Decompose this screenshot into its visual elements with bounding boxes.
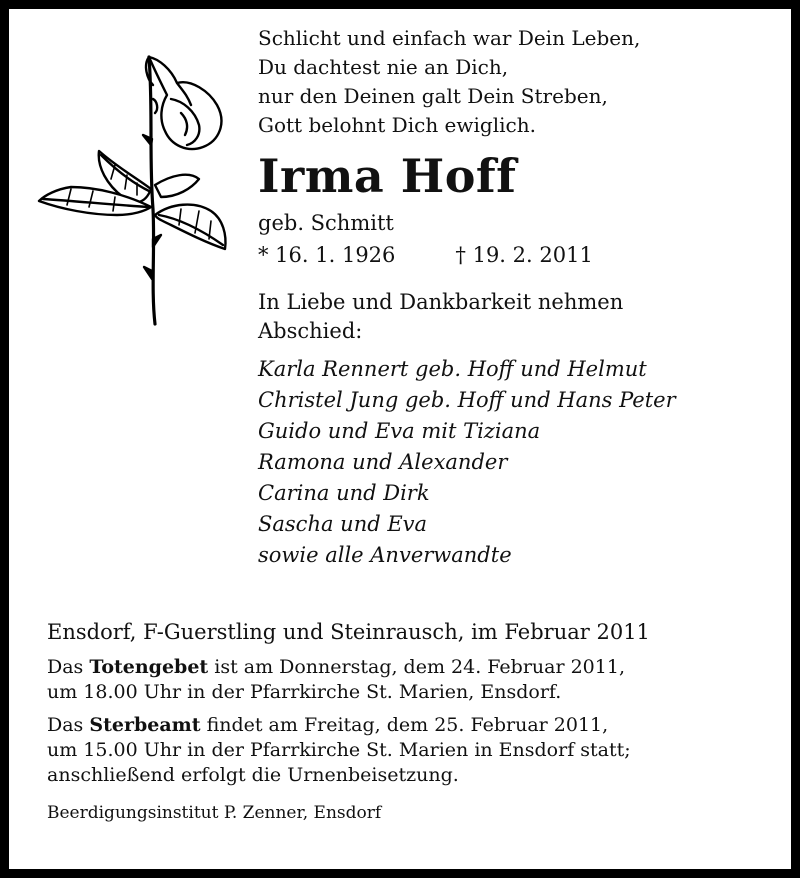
place-date: Ensdorf, F-Guerstling und Steinrausch, im Februar 2011	[47, 620, 650, 644]
birth-date: * 16. 1. 1926	[258, 243, 396, 267]
poem-line: Gott belohnt Dich ewiglich.	[258, 113, 536, 137]
poem-line: Schlicht und einfach war Dein Leben,	[258, 26, 641, 50]
deceased-name: Irma Hoff	[258, 149, 517, 203]
funeral-home: Beerdigungsinstitut P. Zenner, Ensdorf	[47, 803, 382, 823]
death-date: † 19. 2. 2011	[455, 243, 593, 267]
mourner-line: Ramona und Alexander	[258, 450, 508, 474]
prayer-prefix: Das	[47, 656, 90, 678]
service-details	[47, 617, 777, 824]
mourner-line: Sascha und Eva	[258, 512, 428, 536]
requiem-prefix: Das	[47, 714, 90, 736]
prayer-notice	[47, 655, 777, 705]
life-dates	[258, 240, 778, 270]
prayer-keyword: Totengebet	[89, 656, 209, 678]
mourner-line: Karla Rennert geb. Hoff und Helmut	[258, 357, 647, 381]
mourners-list	[258, 354, 778, 571]
requiem-line-2: um 15.00 Uhr in der Pfarrkirche St. Marien in Ensdorf statt;	[47, 739, 631, 761]
prayer-line-2: um 18.00 Uhr in der Pfarrkirche St. Marien, Ensdorf.	[47, 681, 562, 703]
obituary-card	[9, 9, 791, 869]
maiden-name: geb. Schmitt	[258, 211, 394, 235]
prayer-line-1	[47, 655, 777, 680]
farewell-intro: In Liebe und Dankbarkeit nehmen Abschied:	[258, 290, 624, 343]
poem-line: nur den Deinen galt Dein Streben,	[258, 84, 608, 108]
wilted-rose-icon	[31, 39, 241, 329]
requiem-notice	[47, 713, 777, 788]
prayer-date: ist am Donnerstag, dem 24. Februar 2011,	[208, 656, 625, 678]
requiem-line-3: anschließend erfolgt die Urnenbeisetzung.	[47, 764, 459, 786]
requiem-line-1	[47, 713, 777, 738]
mourner-line: Guido und Eva mit Tiziana	[258, 419, 541, 443]
mourner-line: Christel Jung geb. Hoff und Hans Peter	[258, 388, 676, 412]
mourner-line: sowie alle Anverwandte	[258, 543, 512, 567]
obituary-main	[258, 24, 778, 571]
requiem-keyword: Sterbeamt	[89, 714, 201, 736]
poem-line: Du dachtest nie an Dich,	[258, 55, 509, 79]
memorial-poem	[258, 24, 778, 140]
requiem-date: findet am Freitag, dem 25. Februar 2011,	[200, 714, 609, 736]
mourner-line: Carina und Dirk	[258, 481, 430, 505]
